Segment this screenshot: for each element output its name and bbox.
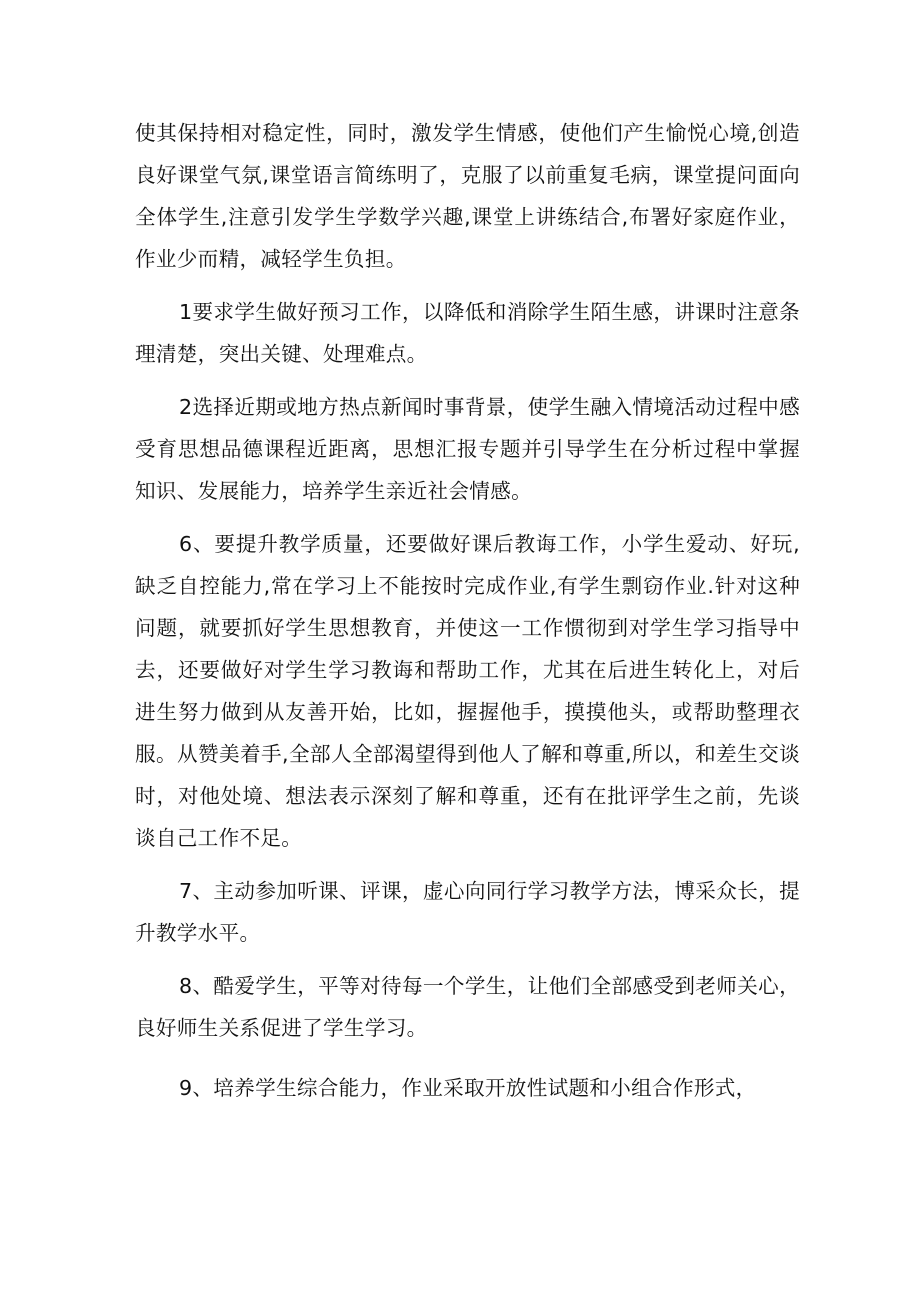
document-body	[135, 112, 800, 1109]
paragraph-item-9: 9、培养学生综合能力，作业采取开放性试题和小组合作形式，	[179, 1076, 757, 1100]
paragraph-item-8: 8、酷爱学生，平等对待每一个学生，让他们全部感受到老师关心，良好师生关系促进了学生学习。	[135, 974, 800, 1040]
paragraph-item-7: 7、主动参加听课、评课，虚心向同行学习教学方法，博采众长，提升教学水平。	[135, 879, 800, 945]
paragraph-continuation: 使其保持相对稳定性，同时，激发学生情感，使他们产生愉悦心境,创造良好课堂气氛,课堂语言简练明了，克服了以前重复毛病，课堂提问面向全体学生,注意引发学生学数学兴趣,课堂上讲练结合,布署好家庭作业，作业少而精，减轻学生负担。	[135, 121, 800, 271]
paragraph-item-6: 6、要提升教学质量，还要做好课后教诲工作，小学生爱动、好玩,缺乏自控能力,常在学习上不能按时完成作业,有学生剽窃作业.针对这种问题，就要抓好学生思想教育，并使这一工作惯彻到对学生学习指导中去，还要做好对学生学习教诲和帮助工作，尤其在后进生转化上，对后进生努力做到从友善开始，比如，握握他手，摸摸他头，或帮助整理衣服。从赞美着手,全部人全部渴望得到他人了解和尊重,所以，和差生交谈时，对他处境、想法表示深刻了解和尊重，还有在批评学生之前，先谈谈自己工作不足。	[135, 532, 800, 850]
paragraph-item-1: 1要求学生做好预习工作，以降低和消除学生陌生感，讲课时注意条理清楚，突出关键、处理难点。	[135, 300, 800, 366]
paragraph-item-2: 2选择近期或地方热点新闻时事背景，使学生融入情境活动过程中感受育思想品德课程近距离，思想汇报专题并引导学生在分析过程中掌握知识、发展能力，培养学生亲近社会情感。	[135, 395, 800, 503]
